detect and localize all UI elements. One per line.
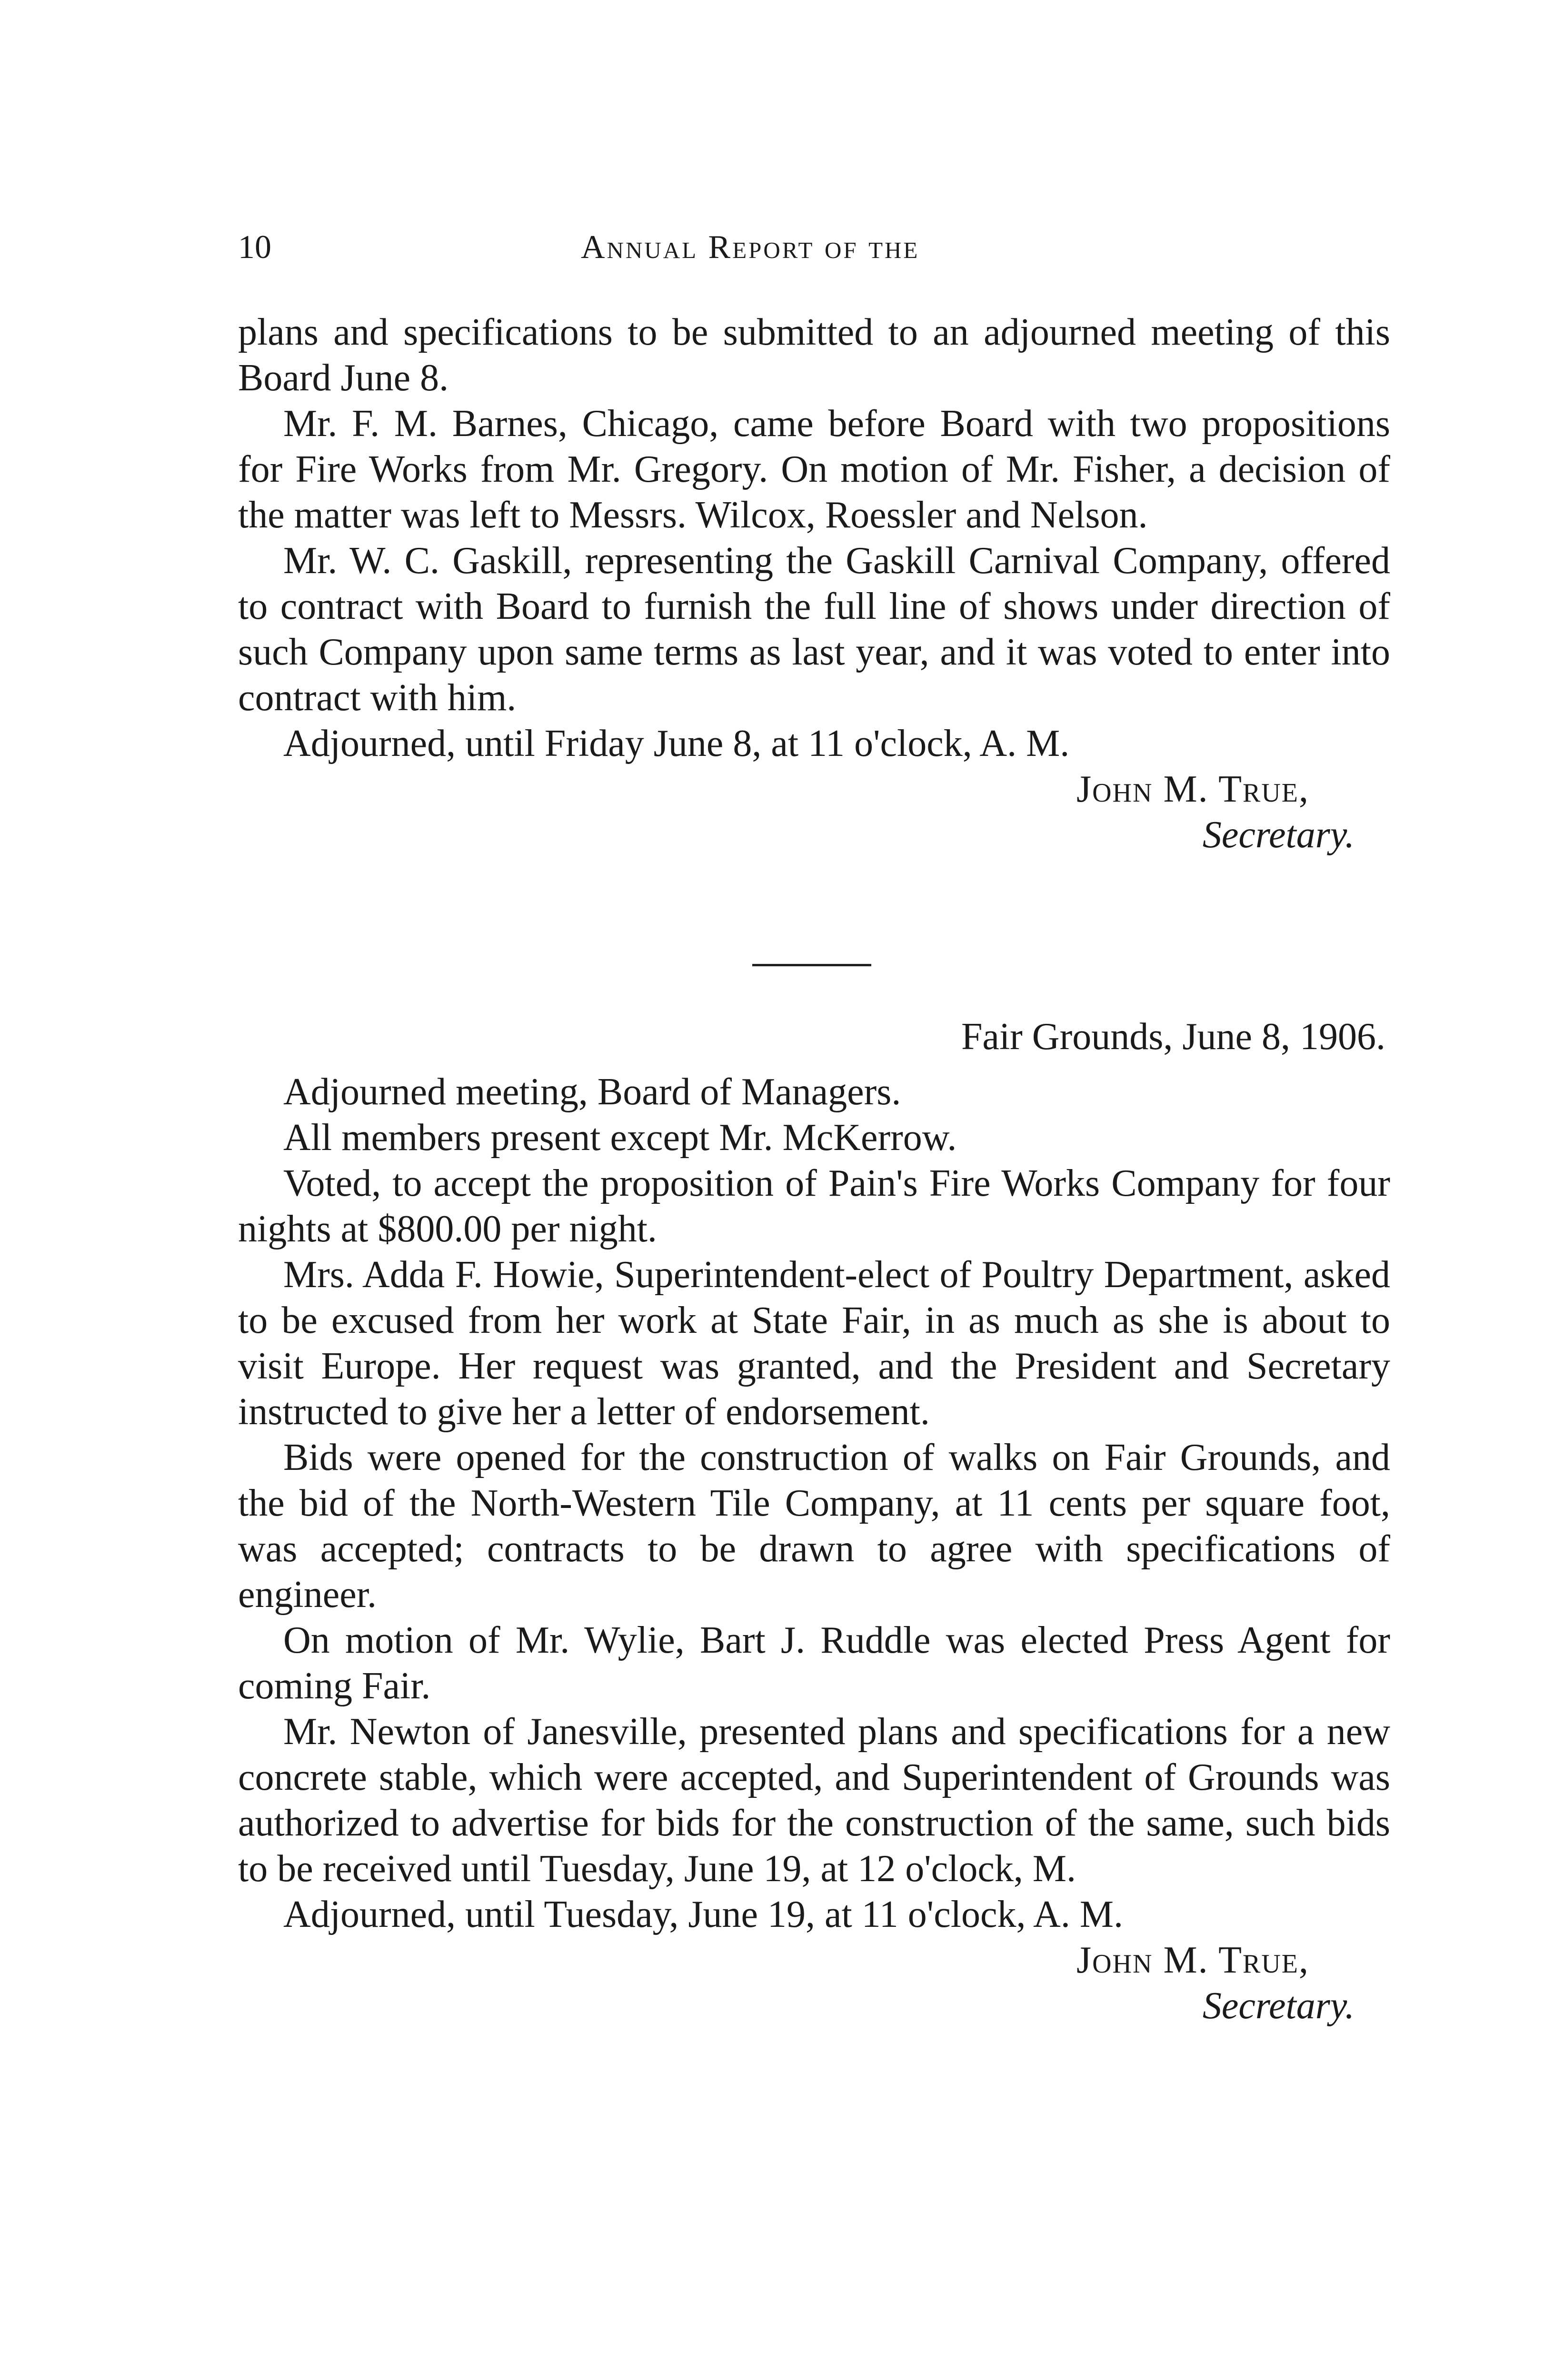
paragraph: plans and specifications to be submitted to an adjourned meeting of this Board June 8. <box>238 311 1390 399</box>
signature-name: John M. True, <box>1076 768 1309 810</box>
paragraph: On motion of Mr. Wylie, Bart J. Ruddle was elected Press Agent for coming Fair. <box>238 1619 1390 1707</box>
signature-title: Secretary. <box>1202 1985 1355 2027</box>
page-number: 10 <box>238 229 271 266</box>
paragraph: Mrs. Adda F. Howie, Superintendent-elect of Poultry Department, asked to be excused from her work at State Fair, in as much as she is about to visit Europe. Her request was granted, and the President and Secretary instructed to give her a letter of endorsement. <box>238 1254 1390 1433</box>
minutes-section-2 <box>238 1014 1390 2029</box>
dateline: Fair Grounds, June 8, 1906. <box>961 1016 1385 1058</box>
paragraph: Mr. F. M. Barnes, Chicago, came before Board with two propositions for Fire Works from Mr. Gregory. On motion of Mr. Fisher, a decision of the matter was left to Messrs. Wilcox, Roessler and Nelson. <box>238 403 1390 536</box>
paragraph: Voted, to accept the proposition of Pain's Fire Works Company for four nights at $800.00 per night. <box>238 1162 1390 1250</box>
signature-name: John M. True, <box>1076 1939 1309 1981</box>
running-title: Annual Report of the <box>581 229 920 266</box>
paragraph: Adjourned, until Tuesday, June 19, at 11 o'clock, A. M. <box>283 1894 1123 1935</box>
section-divider <box>752 964 871 966</box>
signature-title: Secretary. <box>1202 814 1355 856</box>
minutes-section-1 <box>238 309 1390 858</box>
paragraph: Bids were opened for the construction of walks on Fair Grounds, and the bid of the North-Western Tile Company, at 11 cents per square foot, was accepted; contracts to be drawn to agree with specifications of engineer. <box>238 1437 1390 1616</box>
paragraph: Adjourned, until Friday June 8, at 11 o'clock, A. M. <box>283 723 1070 764</box>
paragraph: All members present except Mr. McKerrow. <box>283 1117 957 1159</box>
paragraph: Adjourned meeting, Board of Managers. <box>283 1071 901 1113</box>
document-page <box>238 0 1390 2380</box>
paragraph: Mr. W. C. Gaskill, representing the Gaskill Carnival Company, offered to contract with Board to furnish the full line of shows under direction of such Company upon same terms as last year, and it was voted to enter into contract with him. <box>238 540 1390 719</box>
paragraph: Mr. Newton of Janesville, presented plans and specifications for a new concrete stable, which were accepted, and Superintendent of Grounds was authorized to advertise for bids for the construction of the same, such bids to be received until Tuesday, June 19, at 12 o'clock, M. <box>238 1711 1390 1890</box>
running-head <box>238 224 1390 271</box>
